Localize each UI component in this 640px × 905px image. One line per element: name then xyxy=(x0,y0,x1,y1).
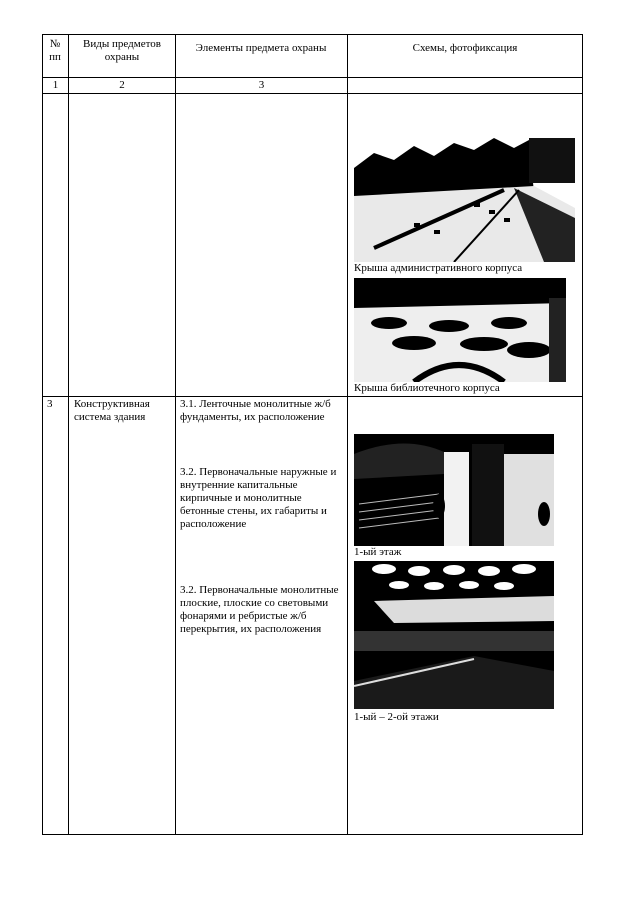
caption-first-floor: 1-ый этаж xyxy=(354,546,402,558)
col-divider-2 xyxy=(175,34,176,835)
col-divider-3 xyxy=(347,34,348,835)
table-border-right xyxy=(582,34,583,835)
table-border-bottom xyxy=(42,834,583,835)
photo-library-roof xyxy=(354,278,566,382)
caption-library-roof: Крыша библиотечного корпуса xyxy=(354,382,500,394)
photo-first-floor xyxy=(354,434,554,546)
number-row-bottom-line xyxy=(42,93,583,94)
photo-admin-roof xyxy=(354,98,575,262)
table-border-top xyxy=(42,34,583,35)
row3-kind: Конструктивная система здания xyxy=(74,398,150,423)
column-number-1: 1 xyxy=(52,79,59,91)
table-border-left xyxy=(42,34,43,835)
header-kinds: Виды предметов охраны xyxy=(83,38,161,63)
column-number-3: 3 xyxy=(258,79,265,91)
col-divider-1 xyxy=(68,34,69,835)
caption-first-second-floors: 1-ый – 2-ой этажи xyxy=(354,711,439,723)
row3-element-1: 3.1. Ленточные монолитные ж/б фундаменты, их расположение xyxy=(180,398,331,423)
header-bottom-line xyxy=(42,77,583,78)
column-number-2: 2 xyxy=(119,79,125,91)
row-divider xyxy=(42,396,583,397)
caption-admin-roof: Крыша административного корпуса xyxy=(354,262,523,274)
header-schemes: Схемы, фотофиксация xyxy=(412,42,518,54)
header-elements: Элементы предмета охраны xyxy=(195,42,327,54)
row3-element-3: 3.2. Первоначальные монолитные плоские, плоские со световыми фонарями и ребристые ж/б перекрытия, их расположения xyxy=(180,584,339,635)
row3-number: 3 xyxy=(47,398,53,410)
header-number: № пп xyxy=(49,38,61,63)
row3-element-2: 3.2. Первоначальные наружные и внутренние капитальные кирпичные и монолитные бетонные стены, их габариты и расположение xyxy=(180,466,337,530)
photo-first-second-floors xyxy=(354,561,554,709)
